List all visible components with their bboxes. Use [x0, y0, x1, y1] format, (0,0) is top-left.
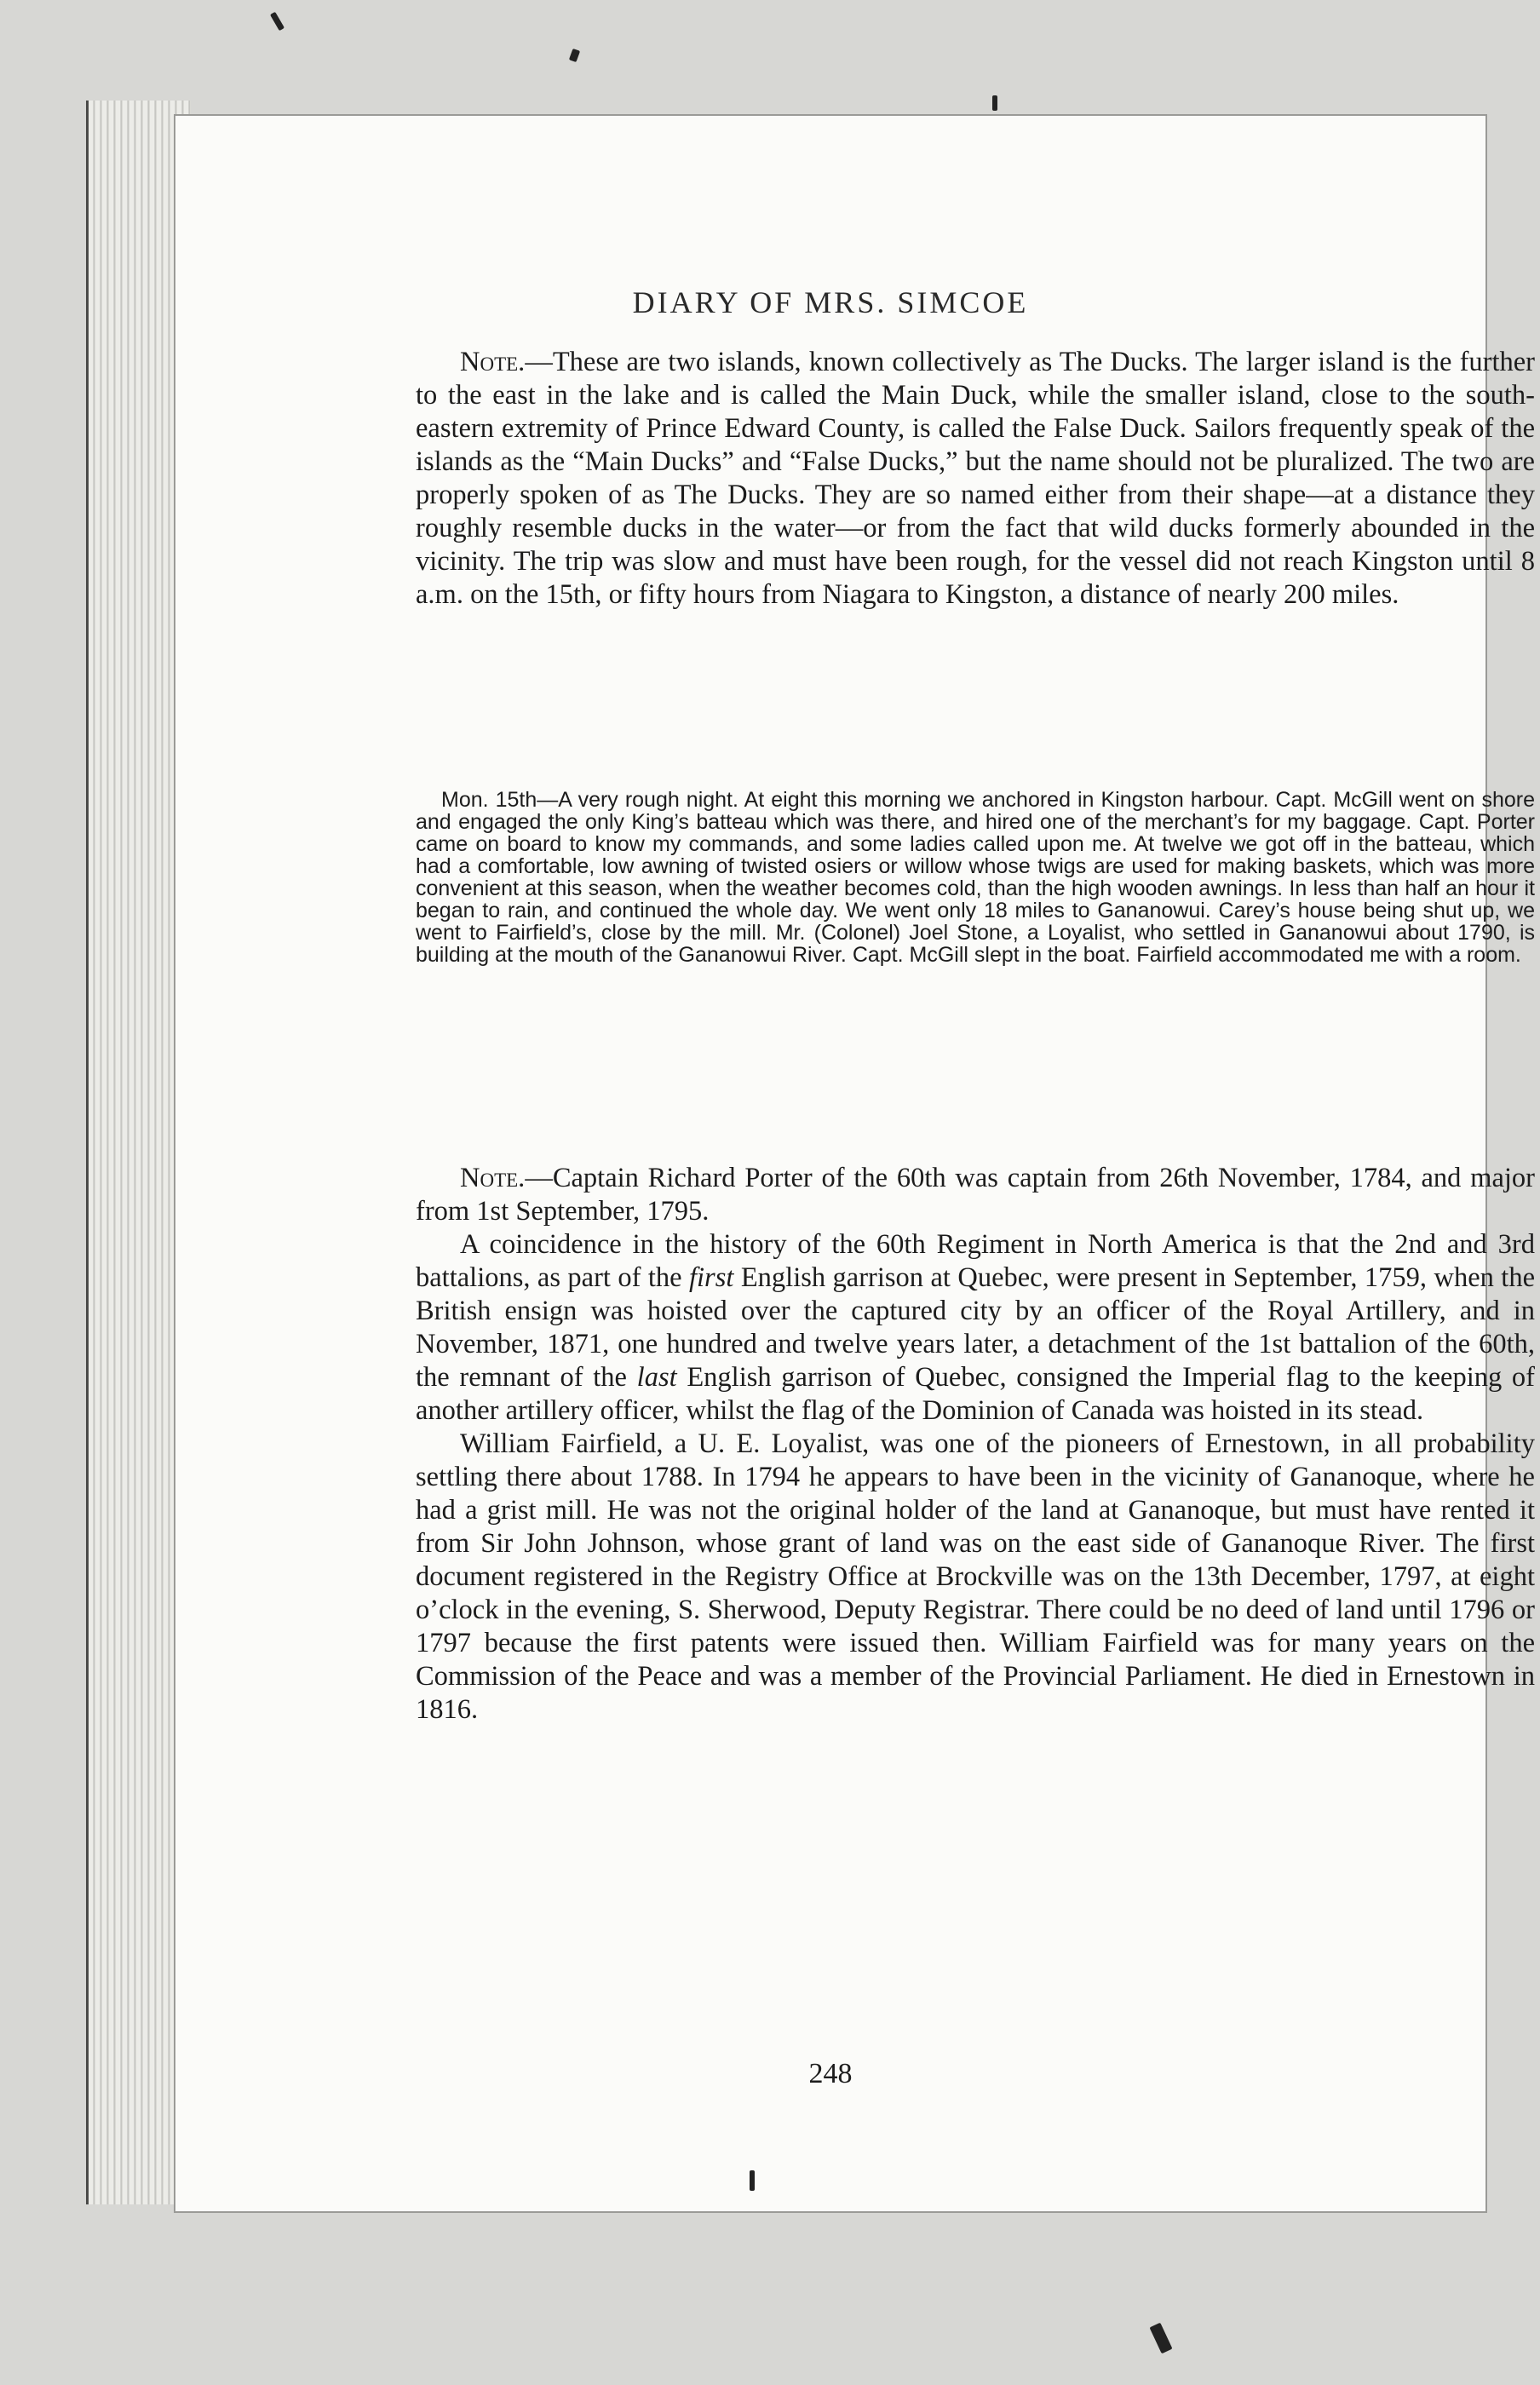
diary-paragraph: Mon. 15th—A very rough night. At eight this morning we anchored in Kingston harbour. Capt. McGill went on shore and engaged the only King’s batteau which was there, and hired one of the merchant’s for my baggage. Capt. Porter came on board to know my commands, and some ladies called upon me. At twelve we got off in the batteau, which had a comfortable, low awning of twisted osiers or willow whose twigs are used for making baskets, which was more convenient at this season, when the weather becomes cold, than the high wooden awnings. In less than half an hour it began to rain, and continued the whole day. We went only 18 miles to Gananowui. Carey’s house being shut up, we went to Fairfield’s, close by the mill. Mr. (Colonel) Joel Stone, a Loyalist, who settled in Gananowui about 1790, is building at the mouth of the Gananowui River. Capt. McGill slept in the boat. Fairfield accommodated me with a room. [416, 788, 1535, 967]
note-label: Note. [460, 1163, 526, 1193]
scan-speck [750, 2170, 755, 2191]
scan-speck [270, 12, 284, 32]
note-label: Note. [460, 347, 526, 377]
diary-entry [416, 789, 1535, 966]
coincidence-paragraph [416, 1228, 1535, 1428]
page-number: 248 [808, 2058, 853, 2089]
note-paragraph [416, 346, 1535, 612]
scan-speck [1149, 2323, 1172, 2354]
text-run: English garrison at Quebec, were present in September, 1759, when the British ensign was hoisted over the captured city by an officer of the Royal Artillery, and in November, 1871, one hundred and twelve years later, a detachment of the 1st battalion of the 60th, the remnant of the [416, 1262, 1535, 1393]
fairfield-paragraph: William Fairfield, a U. E. Loyalist, was one of the pioneers of Ernestown, in all probability settling there about 1788. In 1794 he appears to have been in the vicinity of Gananoque, where he had a grist mill. He was not the original holder of the land at Gananoque, but must have rented it from Sir John Johnson, whose grant of land was on the east side of Gananoque River. The first document registered in the Registry Office at Brockville was on the 13th December, 1797, at eight o’clock in the evening, S. Sherwood, Deputy Registrar. There could be no deed of land until 1796 or 1797 because the first patents were issued then. William Fairfield was for many years on the Commission of the Peace and was a member of the Provincial Parliament. He died in Ernestown in 1816. [416, 1428, 1535, 1725]
note-porter [416, 1162, 1535, 1228]
scan-speck [992, 95, 997, 111]
notes-section [416, 1162, 1535, 1727]
note-ducks [416, 346, 1535, 612]
italic-word: last [636, 1362, 677, 1393]
text-run: English garrison of Quebec, consigned the Imperial flag to the keeping of another artillery officer, whilst the flag of the Dominion of Canada was hoisted in its stead. [416, 1362, 1536, 1426]
note-text: —Captain Richard Porter of the 60th was captain from 26th November, 1784, and major from 1st September, 1795. [416, 1163, 1535, 1227]
scan-speck [569, 49, 580, 62]
note-text: —These are two islands, known collectively as The Ducks. The larger island is the further to the east in the lake and is called the Main Duck, while the smaller island, close to the south-eastern extremity of Prince Edward County, is called the False Duck. Sailors frequently speak of the islands as the “Main Ducks” and “False Ducks,” but the name should not be pluralized. The two are properly spoken of as The Ducks. They are so named either from their shape—at a distance they roughly resemble ducks in the water—or from the fact that wild ducks formerly abounded in the vicinity. The trip was slow and must have been rough, for the vessel did not reach Kingston until 8 a.m. on the 15th, or fifty hours from Niagara to Kingston, a distance of nearly 200 miles. [416, 347, 1535, 610]
running-head: DIARY OF MRS. SIMCOE [632, 285, 1029, 319]
text-run: A coincidence in the history of the 60th Regiment in North America is that the 2nd and 3rd battalions, as part of the [416, 1229, 1535, 1293]
italic-word: first [689, 1262, 734, 1293]
book-page [175, 116, 1536, 2211]
